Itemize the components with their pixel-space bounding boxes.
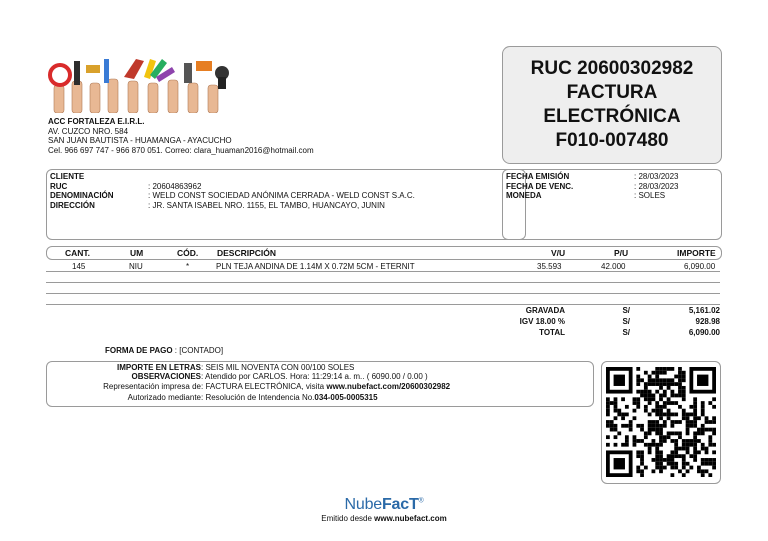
item-description: PLN TEJA ANDINA DE 1.14M X 0.72M 5CM - ETERNIT	[216, 262, 415, 271]
client-section	[50, 172, 415, 210]
representation-url[interactable]: www.nubefact.com/20600302982	[326, 382, 451, 391]
document-type-line2: ELECTRÓNICA	[543, 106, 681, 127]
item-unit-value: 35.593	[537, 262, 562, 271]
table-divider	[46, 282, 720, 283]
col-amount-header: IMPORTE	[677, 248, 716, 258]
client-section-label: CLIENTE	[50, 172, 85, 181]
currency-label: MONEDA	[506, 191, 542, 200]
payment-value: : [CONTADO]	[174, 346, 224, 355]
table-divider	[46, 271, 720, 272]
representation-value: : FACTURA ELECTRÓNICA, visita	[201, 382, 327, 391]
client-address-label: DIRECCIÓN	[50, 200, 95, 210]
brand-part-a: Nube	[344, 496, 382, 513]
item-amount: 6,090.00	[684, 262, 716, 271]
total-label: TOTAL	[539, 328, 565, 337]
issuer-address-line2: SAN JUAN BAUTISTA - HUAMANGA - AYACUCHO	[48, 136, 232, 145]
client-ruc-value: : 20604863962	[148, 181, 202, 191]
brand-part-b: FacT	[381, 496, 419, 513]
item-code: *	[186, 262, 190, 271]
issuer-info	[48, 117, 314, 155]
issuer-contact: Cel. 966 697 747 - 966 870 051. Correo: clara_huaman2016@hotmail.com	[48, 145, 314, 155]
issuer-name: ACC FORTALEZA E.I.R.L.	[48, 117, 145, 126]
emitted-from	[0, 514, 768, 523]
col-desc-header: DESCRIPCIÓN	[217, 248, 277, 258]
client-name-label: DENOMINACIÓN	[50, 191, 114, 200]
total-currency: S/	[622, 328, 630, 337]
amount-words-label: IMPORTE EN LETRAS	[116, 363, 201, 372]
dates-section	[506, 172, 678, 201]
authorization-row	[50, 393, 378, 403]
gravada-currency: S/	[622, 306, 630, 315]
document-ruc: RUC 20600302982	[530, 58, 694, 79]
col-vu-header: V/U	[551, 248, 566, 258]
footer	[0, 496, 768, 523]
document-header-box	[502, 46, 722, 164]
col-pu-header: P/U	[614, 248, 629, 258]
issue-date-value: : 28/03/2023	[634, 172, 679, 181]
issuer-address-line1: AV. CUZCO NRO. 584	[48, 126, 129, 136]
company-logo	[46, 55, 236, 113]
qr-box	[601, 361, 721, 484]
total-value: 6,090.00	[688, 328, 720, 337]
client-ruc-label: RUC	[50, 181, 68, 191]
item-qty: 145	[72, 262, 86, 271]
client-name-value: : WELD CONST SOCIEDAD ANÓNIMA CERRADA - WELD CONST S.A.C.	[148, 191, 415, 200]
item-unit-price: 42.000	[601, 262, 626, 271]
item-um: NIU	[129, 262, 143, 271]
emitted-label: Emitido desde	[321, 514, 375, 523]
observations-row	[50, 372, 428, 382]
representation-label: Representación impresa de	[103, 382, 201, 391]
due-date-label: FECHA DE VENC.	[506, 181, 574, 191]
col-code-header: CÓD.	[177, 248, 199, 258]
observations-value: : Atendido por CARLOS. Hora: 11:29:14 a. m.. ( 6090.00 / 0.00 )	[201, 372, 428, 381]
document-type-line1: FACTURA	[566, 82, 658, 103]
observations-label: OBSERVACIONES	[131, 372, 201, 381]
authorization-number: 034-005-0005315	[314, 393, 378, 402]
table-divider	[46, 304, 720, 305]
gravada-value: 5,161.02	[688, 306, 720, 315]
emitted-url[interactable]: www.nubefact.com	[374, 514, 447, 523]
amount-words-value: : SEIS MIL NOVENTA CON 00/100 SOLES	[201, 363, 355, 372]
authorization-label: Autorizado mediante	[127, 393, 201, 402]
payment-label: FORMA DE PAGO	[105, 346, 173, 355]
qr-code	[606, 367, 716, 477]
document-number: F010-007480	[555, 130, 669, 151]
brand-registered-mark: ®	[418, 497, 424, 505]
due-date-value: : 28/03/2023	[634, 181, 679, 191]
representation-row	[50, 382, 450, 392]
igv-value: 928.98	[695, 317, 720, 326]
col-qty-header: CANT.	[65, 248, 91, 258]
gravada-label: GRAVADA	[525, 306, 565, 315]
client-address-value: : JR. SANTA ISABEL NRO. 1155, EL TAMBO, HUANCAYO, JUNIN	[148, 200, 385, 210]
issue-date-label: FECHA EMISIÓN	[506, 172, 570, 181]
igv-currency: S/	[622, 317, 630, 326]
table-divider	[46, 293, 720, 294]
currency-value: : SOLES	[634, 191, 666, 200]
authorization-value: : Resolución de Intendencia No.	[201, 393, 315, 402]
payment-method	[105, 346, 223, 355]
nubefact-logo	[0, 496, 768, 514]
igv-label: IGV 18.00 %	[519, 317, 565, 326]
col-um-header: UM	[130, 248, 144, 258]
